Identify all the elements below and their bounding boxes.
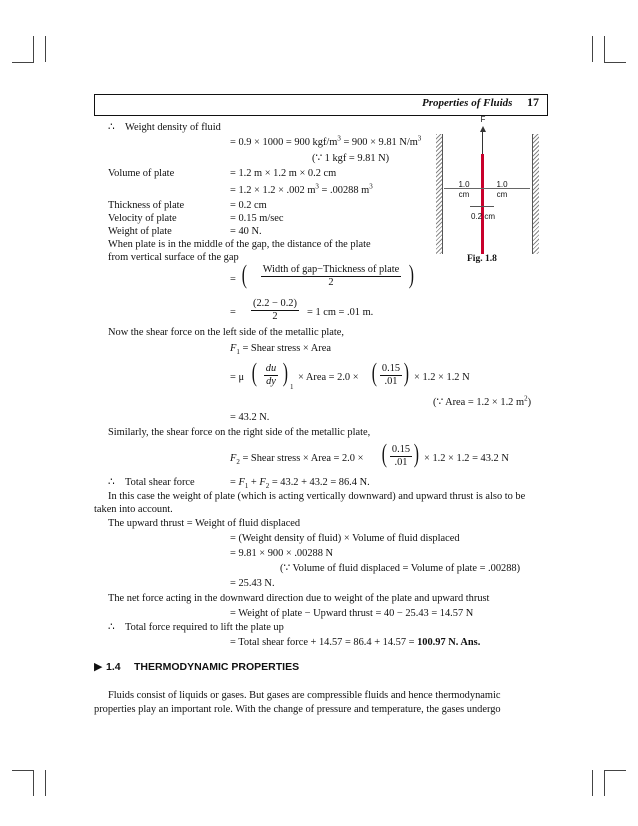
text-line: = $F_1 + F_2 = 43.2 + 43.2 = 86.4$ N. bbox=[230, 477, 370, 491]
right-gap-label: 1.0 bbox=[496, 180, 508, 189]
crop-mark bbox=[12, 62, 34, 63]
equals: = μ bbox=[230, 372, 245, 383]
text-line: = 43.2 N. bbox=[230, 412, 270, 423]
text-line: from vertical surface of the gap bbox=[108, 252, 239, 263]
right-gap-unit: cm bbox=[496, 190, 508, 199]
text-line: = 0.2 cm bbox=[230, 200, 267, 211]
text-line: $F_2$ = Shear stress × Area = 2.0 × bbox=[230, 453, 364, 467]
equals: = bbox=[230, 274, 236, 285]
paren: ( bbox=[241, 260, 247, 289]
right-wall bbox=[533, 134, 539, 254]
paren: ( bbox=[251, 358, 257, 387]
text-line: = 1 cm = .01 m. bbox=[307, 307, 374, 318]
text-line: = 0.15 m/sec bbox=[230, 213, 284, 224]
text-line: (∵ 1 kgf = 9.81 N) bbox=[312, 153, 390, 164]
text-line: = 1.2 × 1.2 × .002 $m^3 = .00288$ $m^3$ bbox=[230, 182, 373, 196]
crop-mark bbox=[592, 36, 593, 62]
text-line: In this case the weight of plate (which is acting vertically downward) and upward thrust is also to be bbox=[108, 491, 526, 502]
text-span: = Total shear force + 14.57 = 86.4 + 14.57 = bbox=[230, 637, 418, 648]
section-title: THERMODYNAMIC PROPERTIES bbox=[134, 661, 300, 673]
page-number: 17 bbox=[527, 95, 539, 109]
left-wall-face bbox=[442, 134, 443, 254]
text-line: = 40 N. bbox=[230, 226, 262, 237]
fraction bbox=[245, 298, 305, 323]
text-line: (∵ Volume of fluid displaced = Volume of plate = .00288) bbox=[280, 563, 521, 574]
crop-mark bbox=[12, 770, 34, 771]
section-marker: ▶ bbox=[94, 661, 103, 673]
paren: ( bbox=[371, 358, 377, 387]
text-line: = 0.9 × 1000 = 900 kgf/$m^3 = 900 \times 9.81$ $N/m^3$ bbox=[230, 134, 422, 148]
text-line: Volume of plate bbox=[108, 168, 175, 179]
text-line: The net force acting in the downward direction due to weight of the plate and upward thrust bbox=[108, 593, 490, 604]
text-line: × 1.2 × 1.2 = 43.2 N bbox=[424, 453, 509, 464]
text-line: (∵ Area = 1.2 × 1.2 $m^2$) bbox=[433, 394, 532, 408]
subscript: 1 bbox=[290, 383, 294, 391]
numerator: 0.15 bbox=[381, 363, 401, 374]
crop-mark bbox=[604, 62, 626, 63]
thickness-arrow bbox=[470, 206, 494, 207]
force-arrow-head bbox=[480, 126, 486, 132]
fraction bbox=[258, 363, 284, 388]
therefore-symbol: ∴ bbox=[108, 122, 115, 133]
running-title: Properties of Fluids bbox=[422, 97, 513, 109]
figure-1-8 bbox=[430, 114, 546, 274]
paren: ( bbox=[381, 439, 387, 468]
text-line: $F_1$ = Shear stress × Area bbox=[230, 343, 331, 357]
fraction bbox=[250, 260, 414, 289]
text-line: = 25.43 N. bbox=[230, 578, 275, 589]
text-line: = 1.2 m × 1.2 m × 0.2 cm bbox=[230, 168, 337, 179]
text-line: Weight of plate bbox=[108, 226, 172, 237]
paragraph-line: Fluids consist of liquids or gases. But gases are compressible fluids and hence thermodynamic bbox=[108, 690, 501, 701]
therefore-symbol: ∴ bbox=[108, 622, 115, 633]
text-line: Now the shear force on the left side of the metallic plate, bbox=[108, 327, 345, 338]
text-line: Total force required to lift the plate up bbox=[125, 622, 284, 633]
text-line: × 1.2 × 1.2 N bbox=[414, 372, 470, 383]
text-line: The upward thrust = Weight of fluid displaced bbox=[108, 518, 301, 529]
text-line: Similarly, the shear force on the right side of the metallic plate, bbox=[108, 427, 371, 438]
numerator: du bbox=[265, 363, 277, 374]
text-line: = Weight of plate − Upward thrust = 40 − 25.43 = 14.57 N bbox=[230, 608, 474, 619]
crop-mark bbox=[45, 770, 46, 796]
text-line: = 9.81 × 900 × .00288 N bbox=[230, 548, 334, 559]
section-number: 1.4 bbox=[106, 661, 121, 673]
crop-mark bbox=[604, 770, 605, 796]
text-line: Weight density of fluid bbox=[125, 122, 221, 133]
crop-mark bbox=[604, 36, 605, 62]
equals: = bbox=[230, 307, 236, 318]
crop-mark bbox=[592, 770, 593, 796]
plate bbox=[481, 154, 484, 254]
left-gap-label: 1.0 bbox=[458, 180, 470, 189]
left-gap-unit: cm bbox=[458, 190, 470, 199]
denominator: 2 bbox=[272, 311, 278, 322]
numerator: (2.2 − 0.2) bbox=[253, 298, 297, 309]
text-line: When plate is in the middle of the gap, the distance of the plate bbox=[108, 239, 371, 250]
numerator: Width of gap−Thickness of plate bbox=[262, 264, 400, 275]
text-line: = (Weight density of fluid) × Volume of fluid displaced bbox=[230, 533, 460, 544]
plate-thickness-label: 0.2 cm bbox=[470, 212, 495, 221]
therefore-symbol: ∴ bbox=[108, 477, 115, 488]
text-line bbox=[230, 636, 480, 649]
fraction bbox=[387, 444, 415, 469]
text-line: taken into account. bbox=[94, 504, 173, 515]
crop-mark bbox=[33, 770, 34, 796]
paren: ) bbox=[413, 439, 419, 468]
text-line: Thickness of plate bbox=[108, 200, 185, 211]
paragraph-line: properties play an important role. With the change of pressure and temperature, the gases undergo bbox=[94, 704, 501, 715]
denominator: dy bbox=[266, 376, 276, 387]
crop-mark bbox=[33, 36, 34, 62]
force-label: F bbox=[480, 115, 486, 124]
crop-mark bbox=[604, 770, 626, 771]
text-line: Total shear force bbox=[125, 477, 195, 488]
paren: ) bbox=[403, 358, 409, 387]
numerator: 0.15 bbox=[391, 444, 411, 455]
crop-mark bbox=[45, 36, 46, 62]
right-wall-face bbox=[532, 134, 533, 254]
denominator: .01 bbox=[394, 457, 408, 468]
text-line: × Area = 2.0 × bbox=[298, 372, 359, 383]
figure-caption: Fig. 1.8 bbox=[467, 254, 497, 264]
paren: ) bbox=[408, 260, 414, 289]
denominator: 2 bbox=[328, 277, 334, 288]
answer: 100.97 N. Ans. bbox=[417, 637, 481, 648]
text-line: Velocity of plate bbox=[108, 213, 177, 224]
paren: ) bbox=[282, 358, 288, 387]
fraction bbox=[377, 363, 405, 388]
denominator: .01 bbox=[384, 376, 398, 387]
